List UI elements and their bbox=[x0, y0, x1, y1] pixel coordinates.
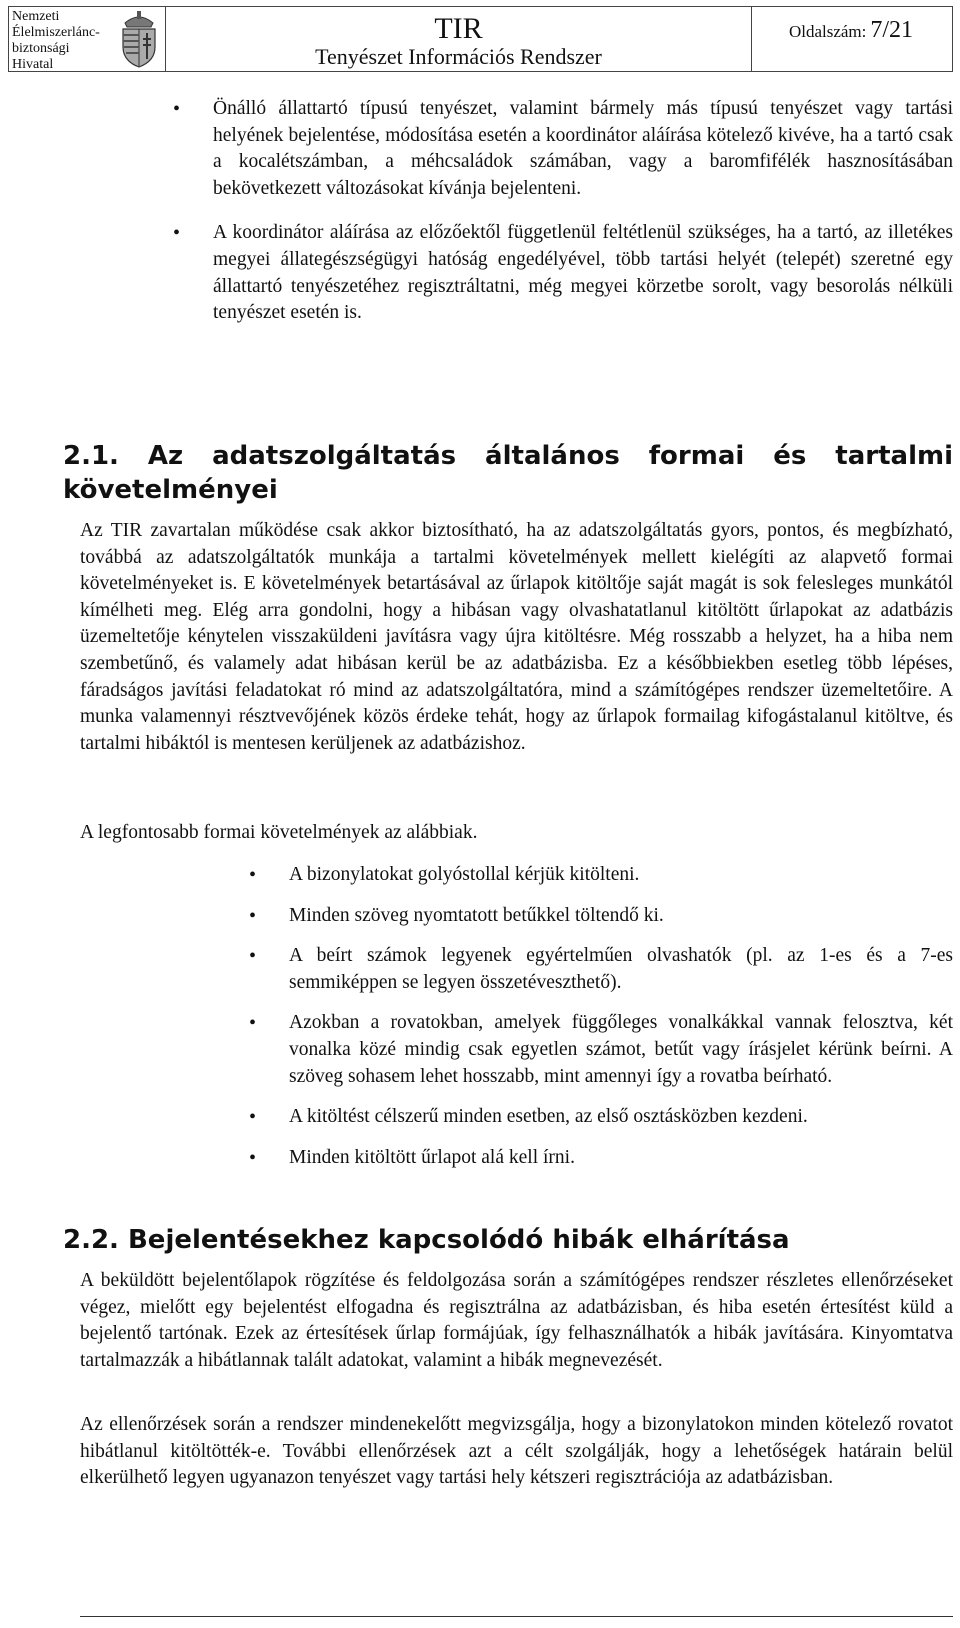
list-item: • Minden szöveg nyomtatott betűkkel töltendő ki. bbox=[289, 903, 953, 930]
section-heading-2-1: 2.1. Az adatszolgáltatás általános formai és tartalmi bbox=[63, 441, 953, 471]
section-2-1-paragraph-2: A legfontosabb formai követelmények az alábbiak. bbox=[80, 822, 478, 843]
list-item: • Önálló állattartó típusú tenyészet, valamint bármely más típusú tenyészet vagy tartási helyének bejelentése, módosítása esetén a koordinátor aláírása kötelező kivéve, ha a tartó csak a kocalétszámban, a méhcsaládok számában, vagy a baromfifélék hasznosításában bekövetkezett változásokat kívánja bejelenteni. bbox=[213, 96, 953, 202]
section-2-2-paragraph-2: Az ellenőrzések során a rendszer mindenekelőtt megvizsgálja, hogy a bizonylatokon minden kötelező rovatot hibátlanul kitöltötték-e. További ellenőrzések azt a célt szolgálják, hogy a lehetőségek határain belül elkerülhető legyen ugyanazon tenyészet vagy tartási hely kétszeri regisztrációja az adatbázisban. bbox=[80, 1414, 953, 1489]
header-title-cell bbox=[165, 7, 752, 71]
header-org-cell bbox=[9, 7, 109, 71]
org-line-1: Nemzeti bbox=[12, 9, 60, 24]
list-item: • A bizonylatokat golyóstollal kérjük kitölteni. bbox=[289, 862, 953, 889]
page-number-label: Oldalszám: bbox=[788, 22, 867, 41]
section-heading-2-1-cont: követelményei bbox=[63, 475, 278, 505]
org-line-3: biztonsági bbox=[12, 41, 70, 56]
page-header bbox=[8, 6, 953, 72]
list-item: • A kitöltést célszerű minden esetben, az első osztásközben kezdeni. bbox=[289, 1104, 953, 1131]
footer-divider bbox=[80, 1616, 953, 1617]
org-line-2: Élelmiszerlánc- bbox=[12, 25, 100, 40]
doc-subtitle: Tenyészet Információs Rendszer bbox=[315, 44, 602, 69]
list-item: • Azokban a rovatokban, amelyek függőleges vonalkákkal vannak felosztva, két vonalka közé mindig csak egyetlen számot, betűt vagy írásjelet kérünk beírni. A szöveg sohasem lehet hosszabb, mint amennyi így a rovatba beírható. bbox=[289, 1010, 953, 1090]
formal-requirements-list bbox=[289, 862, 953, 1171]
section-2-1-paragraph-1: Az TIR zavartalan működése csak akkor biztosítható, ha az adatszolgáltatás gyors, pontos, és megbízható, továbbá az adatszolgáltatók munkája a tartalmi követelmények mellett kielégíti az alapvető formai követelményeket is. E követelmények betartásával az űrlapok kitöltője saját magát is sok felesleges munkától kímélheti meg. Elég arra gondolni, hogy a hibásan vagy olvashatatlanul kitöltött űrlapokat az adatbázis üzemeltetője kénytelen visszaküldeni javításra vagy újra kitöltésre. Még rosszabb a helyzet, ha a hiba nem szembetűnő, és valamely adat hibásan kerül be az adatbázisba. Ez a későbbiekben esetleg több lépéses, fáradságos javítási feladatokat ró mind az adatszolgáltatóra, mind a számítógépes rendszer üzemeltetőire. A munka valamennyi résztvevőjének közös érdeke tehát, hogy az űrlapok formailag kifogástalanul kitöltve, és tartalmi hibáktól is mentesen kerüljenek az adatbázishoz. bbox=[80, 520, 953, 754]
list-item: • A koordinátor aláírása az előzőektől függetlenül feltétlenül szükséges, ha a tartó, az illetékes megyei állategészségügyi hatóság engedélyével, több tartási helyét (telepét) szeretné egy állattartó tenyészetéhez regisztráltatni, még megyei körzetbe sorolt, vagy besorolás nélküli tenyészet esetén is. bbox=[213, 220, 953, 326]
page-number-value: 7/21 bbox=[870, 17, 914, 43]
header-page-cell bbox=[751, 7, 951, 71]
list-item: • Minden kitöltött űrlapot alá kell írni. bbox=[289, 1145, 953, 1172]
section-2-2-paragraph-1: A beküldött bejelentőlapok rögzítése és feldolgozása során a számítógépes rendszer részletes ellenőrzéseket végez, mielőtt egy bejelentést elfogadna és regisztrálna az adatbázisban, és hiba esetén értesítést küld a bejelentő tartónak. Ezek az értesítések űrlap formájúak, így felhasználhatók a hibák javítására. Kinyomtatva tartalmazzák a hibátlannak talált adatokat, valamint a hibák megnevezését. bbox=[80, 1270, 953, 1371]
org-name bbox=[12, 9, 100, 73]
coordinator-rules-list bbox=[213, 96, 953, 327]
list-item: • A beírt számok legyenek egyértelműen olvashatók (pl. az 1-es és a 7-es semmiképpen se legyen összetéveszthető). bbox=[289, 943, 953, 996]
doc-title: TIR bbox=[434, 12, 483, 45]
coat-of-arms-icon bbox=[117, 9, 161, 69]
page-number bbox=[751, 17, 951, 44]
section-heading-2-2: 2.2. Bejelentésekhez kapcsolódó hibák elhárítása bbox=[63, 1225, 790, 1255]
org-line-4: Hivatal bbox=[12, 57, 54, 72]
